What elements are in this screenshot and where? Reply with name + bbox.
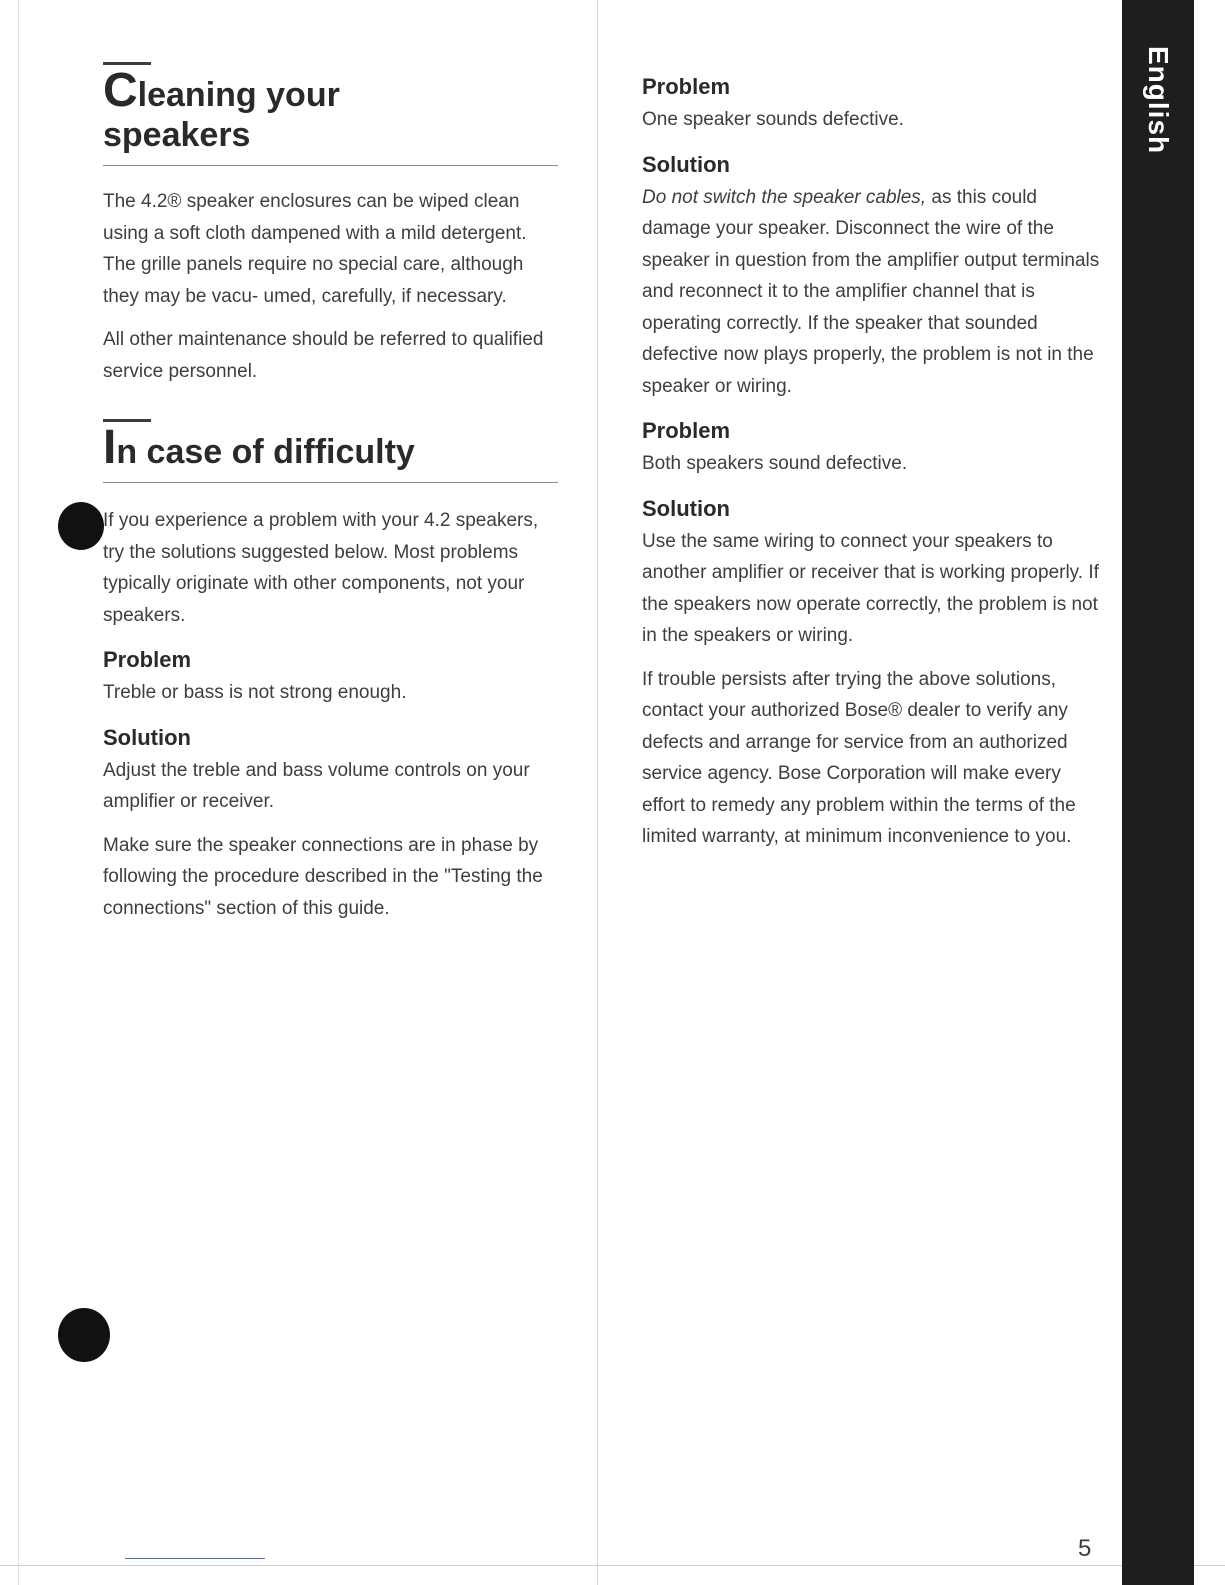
problem-heading: Problem <box>642 74 731 99</box>
problem-text: Treble or bass is not strong enough. <box>103 682 407 703</box>
cleaning-section <box>103 62 558 387</box>
cleaning-paragraph: All other maintenance should be referred to qualified service personnel. <box>103 329 544 382</box>
solution-text: Do not switch the speaker cables, as this could damage your speaker. Disconnect the wire of the speaker in question from the amplifier output terminals and reconnect it to the amplifier channel that is operating correctly. If the speaker that sounded defective now plays properly, the problem is not in the speaker or wiring. <box>642 186 1100 397</box>
left-column <box>103 62 558 934</box>
closing-paragraph: If trouble persists after trying the above solutions, contact your authorized Bose® dealer to verify any defects and arrange for service from an authorized service agency. Bose Corporation will make every effort to remedy any problem within the terms of the limited warranty, at minimum inconvenience to you. <box>642 668 1076 847</box>
difficulty-section <box>103 419 558 924</box>
solution-text: Adjust the treble and bass volume controls on your amplifier or receiver. <box>103 759 530 812</box>
page-number: 5 <box>1078 1535 1092 1562</box>
right-column <box>642 70 1102 863</box>
difficulty-title: In case of difficulty <box>103 428 558 483</box>
scan-mark <box>125 1558 265 1559</box>
bottom-edge <box>0 1565 1225 1566</box>
solution-heading: Solution <box>103 724 191 750</box>
problem-text: Both speakers sound defective. <box>642 453 908 474</box>
language-tab <box>1122 0 1194 1585</box>
problem-heading: Problem <box>642 418 731 443</box>
binder-hole-top <box>58 502 104 550</box>
page-edge <box>18 0 19 1585</box>
solution-emphasis: Do not switch the speaker cables, <box>642 186 927 208</box>
solution-text: Use the same wiring to connect your speakers to another amplifier or receiver that is working properly. If the speakers now operate correctly, the problem is not in the speakers or wiring. <box>642 530 1099 646</box>
solution-heading: Solution <box>642 151 730 177</box>
cleaning-title: Cleaning your speakers <box>103 71 558 166</box>
solution-text: Make sure the speaker connections are in phase by following the procedure described in the "Testing the connections" section of this guide. <box>103 834 543 919</box>
cleaning-paragraph: The 4.2® speaker enclosures can be wiped clean using a soft cloth dampened with a mild detergent. The grille panels require no special care, although they may be vacu- umed, carefully, if necessary. <box>103 191 527 307</box>
page-fold <box>597 0 598 1585</box>
language-tab-label: English <box>1143 46 1174 155</box>
binder-hole-bottom <box>58 1308 110 1362</box>
difficulty-intro: If you experience a problem with your 4.2 speakers, try the solutions suggested below. Most problems typically originate with other components, not your speakers. <box>103 510 539 626</box>
problem-text: One speaker sounds defective. <box>642 109 904 130</box>
solution-heading: Solution <box>642 495 730 521</box>
problem-heading: Problem <box>103 647 192 672</box>
